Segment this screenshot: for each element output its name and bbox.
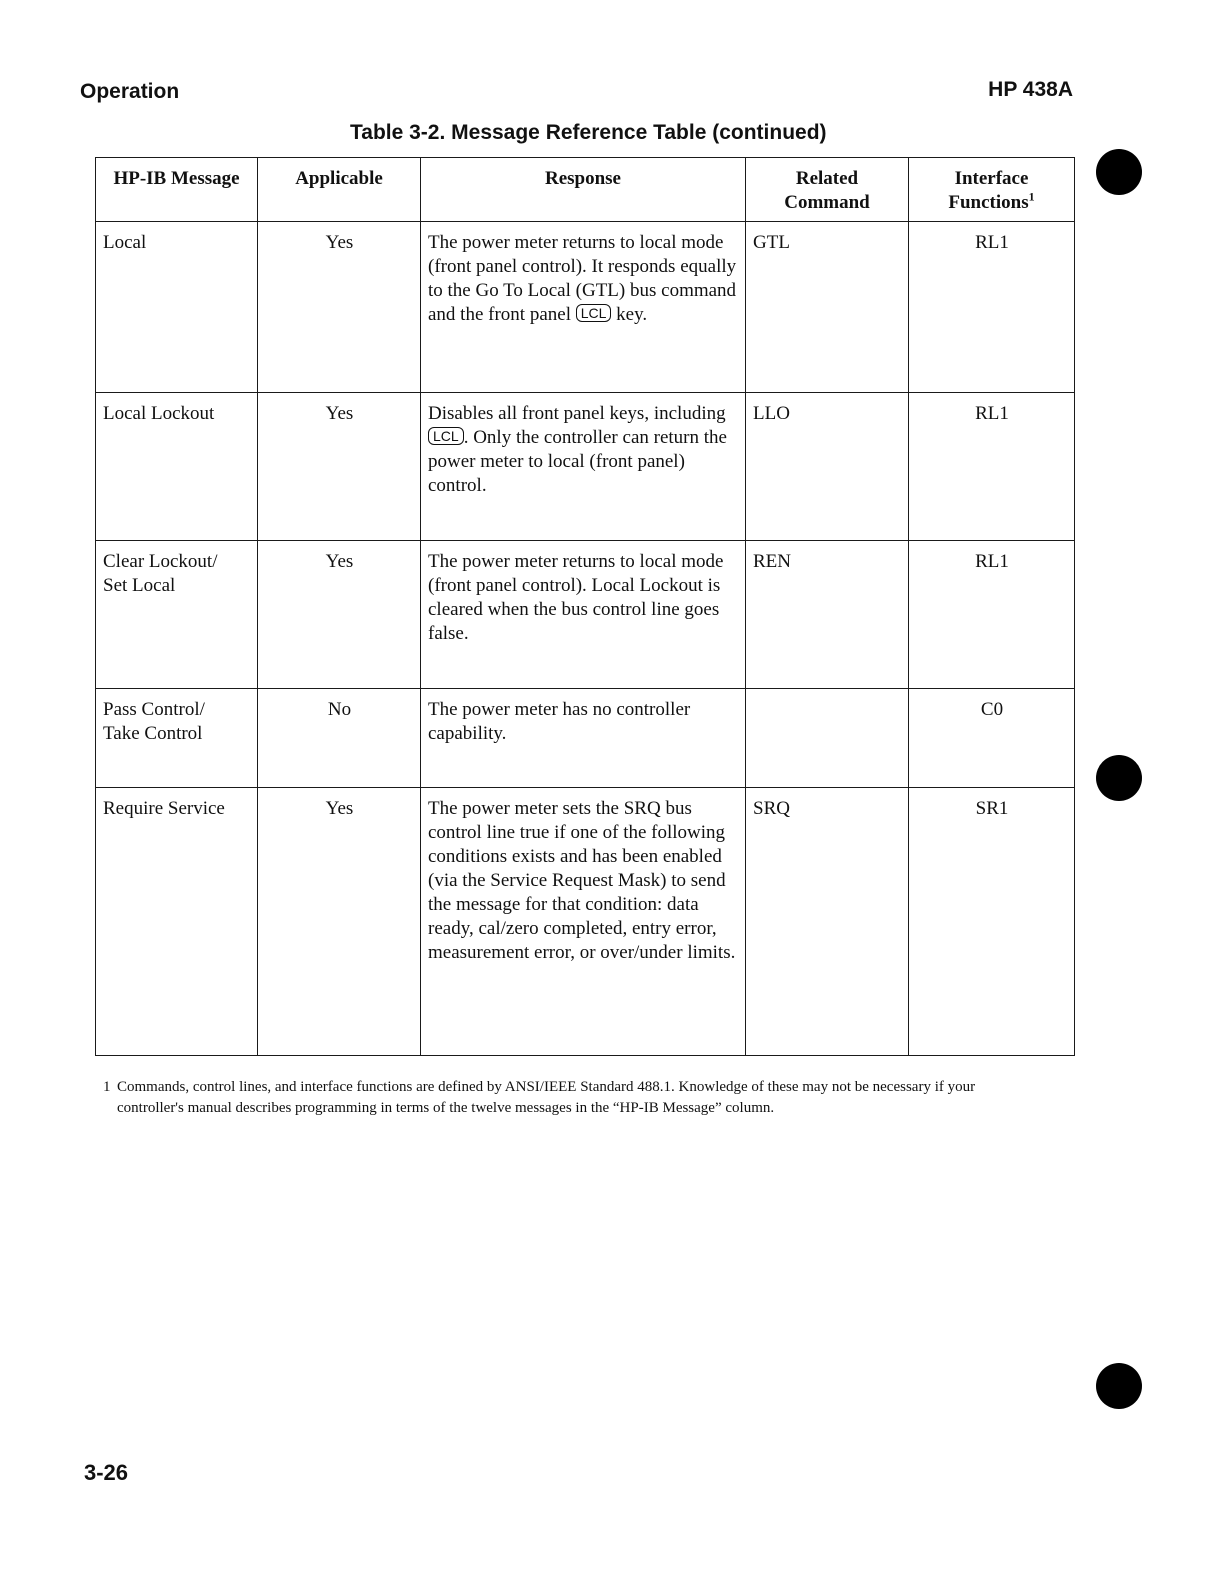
cell-message: Clear Lockout/ Set Local xyxy=(96,541,258,689)
table-row xyxy=(96,788,1075,1056)
col-header-message: HP-IB Message xyxy=(96,158,258,222)
footnote-number: 1 xyxy=(103,1079,111,1095)
binder-hole-mark xyxy=(1096,755,1142,801)
col-header-interface-functions: Interface Functions$^1$ xyxy=(909,158,1075,222)
binder-hole-mark xyxy=(1096,1363,1142,1409)
cell-interface-function: RL1 xyxy=(909,222,1075,393)
table-row xyxy=(96,393,1075,541)
cell-interface-function: RL1 xyxy=(909,541,1075,689)
cell-applicable: Yes xyxy=(258,393,421,541)
page-number: 3-26 xyxy=(84,1460,129,1485)
table-row xyxy=(96,222,1075,393)
binder-hole-mark xyxy=(1096,149,1142,195)
cell-interface-function: SR1 xyxy=(909,788,1075,1056)
cell-related-command: SRQ xyxy=(746,788,909,1056)
table-row xyxy=(96,689,1075,788)
cell-interface-function: C0 xyxy=(909,689,1075,788)
footnote-text: Commands, control lines, and interface functions are defined by ANSI/IEEE Standard 488.1. Knowledge of these may not be necessary if your controller's manual describes programming in terms of the twelve messages in the “HP-IB Message” column. xyxy=(117,1079,976,1116)
table-caption: Table 3-2. Message Reference Table (continued) xyxy=(350,121,827,144)
cell-related-command: LLO xyxy=(746,393,909,541)
cell-response: The power meter returns to local mode (front panel control). It responds equally to the Go To Local (GTL) bus command and the front panel LCL key. xyxy=(421,222,746,393)
cell-message: Require Service xyxy=(96,788,258,1056)
cell-applicable: Yes xyxy=(258,788,421,1056)
section-title: Operation xyxy=(80,80,180,103)
cell-response: The power meter returns to local mode (front panel control). Local Lockout is cleared when the bus control line goes false. xyxy=(421,541,746,689)
cell-related-command: REN xyxy=(746,541,909,689)
cell-message: Local xyxy=(96,222,258,393)
cell-applicable: Yes xyxy=(258,541,421,689)
cell-message: Local Lockout xyxy=(96,393,258,541)
cell-response: The power meter sets the SRQ bus control line true if one of the following conditions exists and has been enabled (via the Service Request Mask) to send the message for that condition: data ready, cal/zero completed, entry error, measurement error, or over/under limits. xyxy=(421,788,746,1056)
footnote-mark: 1 xyxy=(1028,189,1035,204)
footnote xyxy=(103,1077,1053,1119)
cell-message: Pass Control/ Take Control xyxy=(96,689,258,788)
cell-applicable: No xyxy=(258,689,421,788)
cell-response: The power meter has no controller capability. xyxy=(421,689,746,788)
cell-related-command xyxy=(746,689,909,788)
lcl-key-icon: LCL xyxy=(428,427,464,445)
table-header-row xyxy=(96,158,1075,222)
lcl-key-icon: LCL xyxy=(576,304,612,322)
col-header-related-command: Related Command xyxy=(746,158,909,222)
cell-interface-function: RL1 xyxy=(909,393,1075,541)
table-row xyxy=(96,541,1075,689)
cell-applicable: Yes xyxy=(258,222,421,393)
cell-response: Disables all front panel keys, including LCL . Only the controller can return the power meter to local (front panel) control. xyxy=(421,393,746,541)
message-reference-table xyxy=(95,157,1075,1056)
model-name: HP 438A xyxy=(988,78,1073,101)
col-header-applicable: Applicable xyxy=(258,158,421,222)
col-header-response: Response xyxy=(421,158,746,222)
cell-related-command: GTL xyxy=(746,222,909,393)
